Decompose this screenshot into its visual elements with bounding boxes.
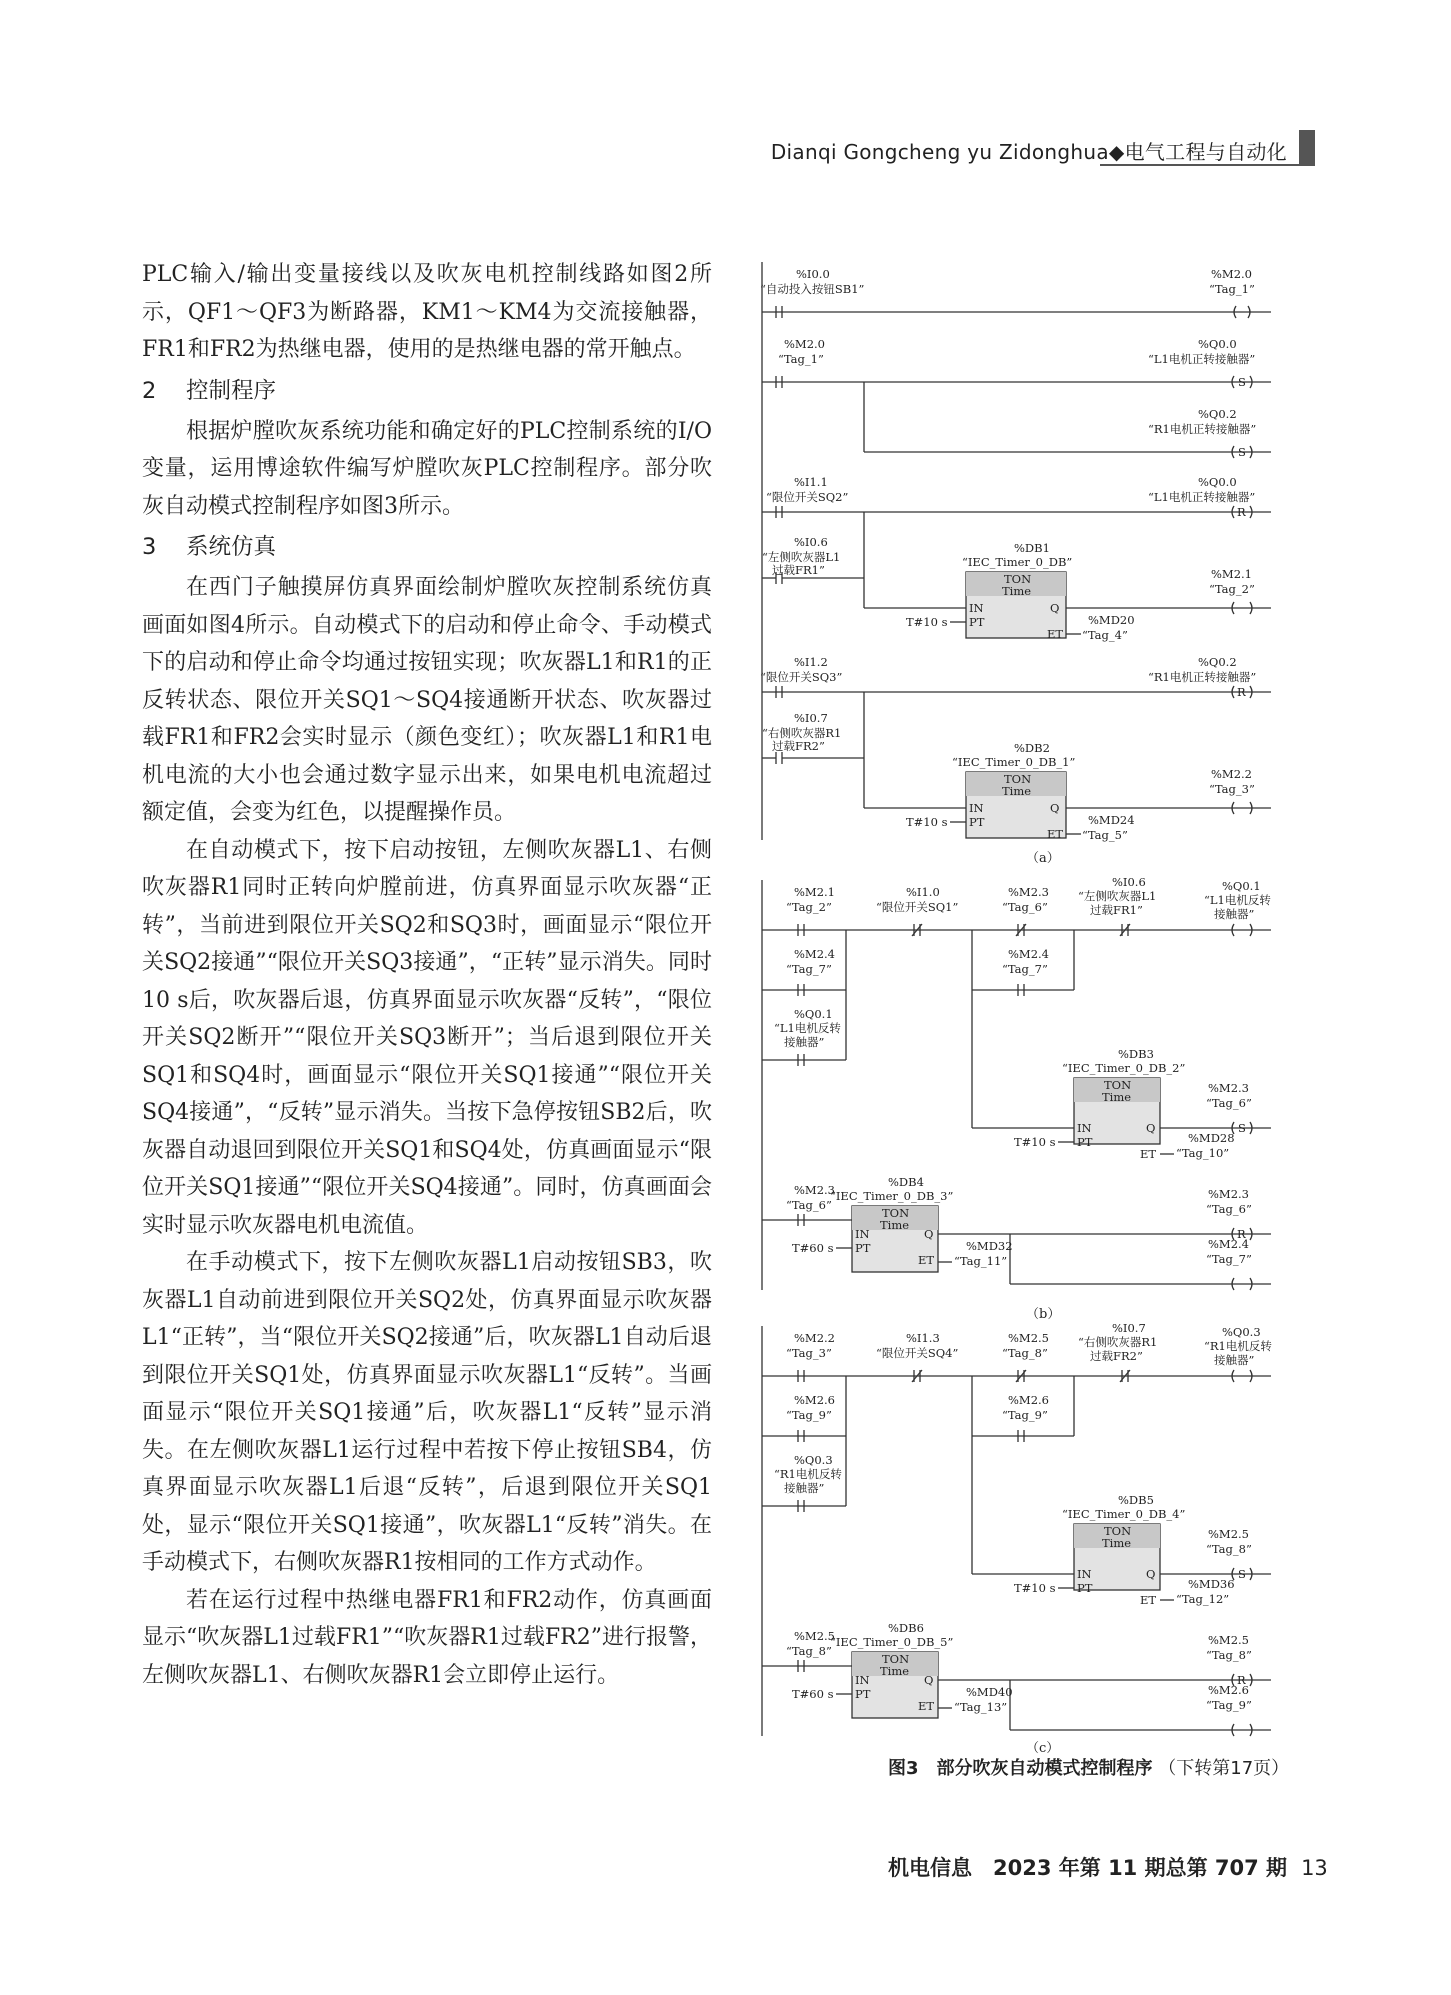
tag-name: “Tag_6”	[786, 1198, 832, 1212]
tag-address: %M2.5	[1208, 1527, 1249, 1541]
tag-name: “Tag_1”	[778, 352, 824, 366]
pin-et: ET	[1140, 1593, 1157, 1607]
tag-address: %M2.3	[794, 1183, 835, 1197]
timer-db: %DB5	[1118, 1493, 1154, 1507]
timer-db: %DB2	[1014, 741, 1050, 755]
tag-name: “Tag_2”	[1209, 582, 1255, 596]
tag-address: %M2.1	[1211, 567, 1252, 581]
coil-reset: R	[1237, 685, 1246, 699]
section-title: 系统仿真	[186, 534, 277, 560]
tag-address: %Q0.3	[794, 1453, 833, 1467]
tag-address: %M2.2	[1211, 767, 1252, 781]
tag-name: “Tag_3”	[1209, 782, 1255, 796]
pin-in: IN	[969, 601, 984, 615]
tag-address: %I0.7	[1112, 1321, 1146, 1335]
tag-address: %M2.3	[1008, 885, 1049, 899]
tag-name: “Tag_7”	[786, 962, 832, 976]
tag-address: %MD28	[1188, 1131, 1235, 1145]
tag-name: “限位开关SQ3”	[760, 670, 843, 684]
section-2-heading	[142, 369, 712, 413]
timer-db-name: “IEC_Timer_0_DB_3”	[830, 1189, 954, 1203]
tag-name: “R1电机正转接触器”	[1148, 670, 1257, 684]
pin-q: Q	[1146, 1567, 1156, 1581]
panel-label: （c）	[1026, 1741, 1060, 1756]
section-3-heading	[142, 525, 712, 569]
tag-name: 接触器”	[784, 1035, 825, 1049]
tag-name: “Tag_2”	[786, 900, 832, 914]
tag-name: “Tag_7”	[1002, 962, 1048, 976]
tag-address: %I1.2	[794, 655, 828, 669]
tag-address: %MD36	[1188, 1577, 1235, 1591]
page-number: 13	[1301, 1856, 1328, 1880]
pin-et: ET	[1140, 1147, 1157, 1161]
tag-address: %Q0.1	[794, 1007, 833, 1021]
caption-note: （下转第17页）	[1158, 1758, 1290, 1779]
tag-name: 过载FR1”	[772, 563, 825, 577]
tag-address: %I0.6	[794, 535, 828, 549]
section-number: 3	[142, 534, 157, 560]
tag-address: %M2.6	[1208, 1683, 1249, 1697]
pin-q: Q	[924, 1227, 934, 1241]
tag-name: “限位开关SQ1”	[876, 900, 959, 914]
tag-name: “Tag_12”	[1176, 1592, 1230, 1606]
section-title: 控制程序	[186, 377, 277, 404]
timer-preset: T#10 s	[906, 615, 948, 629]
tag-name: “限位开关SQ2”	[766, 490, 849, 504]
ton-label: TON	[882, 1206, 910, 1220]
panel-b	[762, 875, 1271, 1322]
tag-name: “Tag_13”	[954, 1700, 1008, 1714]
tag-name: “右侧吹灰器R1	[762, 726, 842, 740]
tag-address: %MD32	[966, 1239, 1013, 1253]
tag-name: “右侧吹灰器R1	[1078, 1335, 1158, 1349]
paragraph-1: PLC输入/输出变量接线以及吹灰电机控制线路如图2所示，QF1～QF3为断路器，KM1～KM4为交流接触器，FR1和FR2为热继电器，使用的是热继电器的常开触点。	[142, 262, 712, 362]
tag-name: “Tag_9”	[1206, 1698, 1252, 1712]
ton-time: Time	[1102, 1090, 1132, 1104]
tag-name: “Tag_9”	[786, 1408, 832, 1422]
tag-name: “左侧吹灰器L1	[1078, 889, 1157, 903]
paragraph-3: 在西门子触摸屏仿真界面绘制炉膛吹灰控制系统仿真画面如图4所示。自动模式下的启动和停止命令、手动模式下的启动和停止命令均通过按钮实现；吹灰器L1和R1的正反转状态、限位开关SQ1～SQ4接通断开状态、吹灰器过载FR1和FR2会实时显示（颜色变红）；吹灰器L1和R1电机电流的大小也会通过数字显示出来，如果电机电流超过额定值，会变为红色，以提醒操作员。	[142, 575, 712, 825]
paragraph-6: 若在运行过程中热继电器FR1和FR2动作，仿真画面显示“吹灰器L1过载FR1”“吹灰器R1过载FR2”进行报警，左侧吹灰器L1、右侧吹灰器R1会立即停止运行。	[142, 1587, 712, 1688]
tag-name: 过载FR2”	[772, 739, 825, 753]
pin-pt: PT	[855, 1687, 871, 1701]
tag-address: %MD40	[966, 1685, 1013, 1699]
page-footer	[888, 1852, 1328, 1882]
tag-address: %MD24	[1088, 813, 1135, 827]
tag-name: “Tag_11”	[954, 1254, 1008, 1268]
ton-label: TON	[882, 1652, 910, 1666]
tag-name: 接触器”	[784, 1481, 825, 1495]
tag-name: “Tag_10”	[1176, 1146, 1230, 1160]
pin-et: ET	[1047, 627, 1064, 641]
timer-db: %DB3	[1118, 1047, 1154, 1061]
tag-name: 过载FR1”	[1090, 903, 1143, 917]
tag-name: “自动投入按钮SB1”	[760, 282, 865, 296]
ton-label: TON	[1004, 572, 1032, 586]
timer-preset: T#60 s	[792, 1241, 834, 1255]
tag-address: %I0.0	[796, 267, 830, 281]
paragraph-4: 在自动模式下，按下启动按钮，左侧吹灰器L1、右侧吹灰器R1同时正转向炉膛前进，仿真界面显示吹灰器“正转”，当前进到限位开关SQ2和SQ3时，画面显示“限位开关SQ2接通”“限位开关SQ3接通”，“正转”显示消失。同时10 s后，吹灰器后退，仿真界面显示吹灰器“反转”，“限位开关SQ2断开”“限位开关SQ3断开”；当后退到限位开关SQ1和SQ4时，画面显示“限位开关SQ1接通”“限位开关SQ4接通”，“反转”显示消失。当按下急停按钮SB2后，吹灰器自动退回到限位开关SQ1和SQ4处，仿真画面显示“限位开关SQ1接通”“限位开关SQ4接通”。同时，仿真画面会实时显示吹灰器电机电流值。	[142, 837, 712, 1238]
tag-address: %I1.3	[906, 1331, 940, 1345]
tag-name: “Tag_9”	[1002, 1408, 1048, 1422]
ton-label: TON	[1104, 1078, 1132, 1092]
pin-pt: PT	[1077, 1581, 1093, 1595]
timer-preset: T#10 s	[1014, 1135, 1056, 1149]
timer-db: %DB6	[888, 1621, 924, 1635]
tag-address: %M2.6	[1008, 1393, 1049, 1407]
tag-name: “左侧吹灰器L1	[762, 550, 841, 564]
tag-name: 接触器”	[1214, 907, 1255, 921]
ladder-diagram	[756, 262, 1314, 1756]
tag-address: %M2.5	[1208, 1633, 1249, 1647]
tag-address: %I0.7	[794, 711, 828, 725]
coil-set: S	[1238, 1121, 1246, 1135]
tag-address: %M2.0	[784, 337, 825, 351]
tag-address: %M2.3	[1208, 1081, 1249, 1095]
tag-name: “Tag_8”	[1002, 1346, 1048, 1360]
pin-in: IN	[855, 1227, 870, 1241]
header-rule	[1100, 164, 1299, 166]
timer-preset: T#10 s	[1014, 1581, 1056, 1595]
pin-pt: PT	[969, 615, 985, 629]
tag-address: %Q0.2	[1198, 655, 1237, 669]
pin-pt: PT	[1077, 1135, 1093, 1149]
tag-address: %M2.4	[794, 947, 835, 961]
tag-address: %M2.5	[1008, 1331, 1049, 1345]
pin-in: IN	[969, 801, 984, 815]
figure-caption	[888, 1754, 1289, 1780]
panel-c	[762, 1321, 1272, 1756]
tag-name: 过载FR2”	[1090, 1349, 1143, 1363]
tag-name: “Tag_6”	[1206, 1202, 1252, 1216]
journal-info: 机电信息 2023 年第 11 期总第 707 期	[888, 1856, 1288, 1880]
pin-q: Q	[1050, 801, 1060, 815]
ton-time: Time	[880, 1218, 910, 1232]
ladder-diagram-figure	[756, 262, 1314, 1756]
ton-label: TON	[1104, 1524, 1132, 1538]
tag-name: “R1电机反转	[1204, 1339, 1272, 1353]
body-column	[142, 256, 712, 1694]
pin-et: ET	[1047, 827, 1064, 841]
tag-address: %Q0.1	[1222, 879, 1261, 893]
pin-pt: PT	[855, 1241, 871, 1255]
ton-label: TON	[1004, 772, 1032, 786]
tag-address: %M2.2	[794, 1331, 835, 1345]
pin-et: ET	[918, 1699, 935, 1713]
tag-address: %I1.0	[906, 885, 940, 899]
tag-name: “限位开关SQ4”	[876, 1346, 959, 1360]
caption-title: 图3 部分吹灰自动模式控制程序	[888, 1758, 1153, 1779]
tag-address: %I0.6	[1112, 875, 1146, 889]
tag-name: “Tag_8”	[1206, 1648, 1252, 1662]
pin-q: Q	[1146, 1121, 1156, 1135]
timer-db: %DB1	[1014, 541, 1050, 555]
tag-address: %M2.4	[1208, 1237, 1249, 1251]
paragraph-2: 根据炉膛吹灰系统功能和确定好的PLC控制系统的I/O变量，运用博途软件编写炉膛吹灰PLC控制程序。部分吹灰自动模式控制程序如图3所示。	[142, 418, 712, 519]
pin-in: IN	[1077, 1567, 1092, 1581]
tag-address: %Q0.0	[1198, 475, 1237, 489]
tag-name: “R1电机正转接触器”	[1148, 422, 1257, 436]
timer-preset: T#10 s	[906, 815, 948, 829]
coil-set: S	[1238, 375, 1246, 389]
timer-db-name: “IEC_Timer_0_DB_1”	[952, 755, 1076, 769]
pin-in: IN	[1077, 1121, 1092, 1135]
header-bar	[1299, 130, 1315, 166]
timer-db-name: “IEC_Timer_0_DB_5”	[830, 1635, 954, 1649]
pin-pt: PT	[969, 815, 985, 829]
tag-name: “L1电机反转	[774, 1021, 841, 1035]
tag-address: %M2.0	[1211, 267, 1252, 281]
coil-set: S	[1238, 445, 1246, 459]
ton-time: Time	[1102, 1536, 1132, 1550]
tag-name: “Tag_4”	[1082, 628, 1128, 642]
coil-reset: R	[1237, 1673, 1246, 1687]
tag-address: %M2.3	[1208, 1187, 1249, 1201]
tag-name: “L1电机正转接触器”	[1148, 352, 1256, 366]
paragraph-5: 在手动模式下，按下左侧吹灰器L1启动按钮SB3，吹灰器L1自动前进到限位开关SQ2处，仿真界面显示吹灰器L1“正转”，当“限位开关SQ2接通”后，吹灰器L1自动后退到限位开关SQ1处，仿真界面显示吹灰器L1“反转”。当画面显示“限位开关SQ1接通”后，吹灰器L1“反转”显示消失。在左侧吹灰器L1运行过程中若按下停止按钮SB4，仿真界面显示吹灰器L1后退“反转”，后退到限位开关SQ1处，显示“限位开关SQ1接通”，吹灰器L1“反转”消失。在手动模式下，右侧吹灰器R1按相同的工作方式动作。	[142, 1250, 712, 1575]
tag-name: “L1电机正转接触器”	[1148, 490, 1256, 504]
pin-et: ET	[918, 1253, 935, 1267]
panel-label: （b）	[1026, 1307, 1061, 1322]
tag-name: “Tag_8”	[1206, 1542, 1252, 1556]
ton-time: Time	[880, 1664, 910, 1678]
tag-name: “L1电机反转	[1204, 893, 1271, 907]
tag-name: “Tag_6”	[1002, 900, 1048, 914]
tag-name: “Tag_7”	[1206, 1252, 1252, 1266]
timer-db-name: “IEC_Timer_0_DB”	[962, 555, 1073, 569]
timer-db-name: “IEC_Timer_0_DB_2”	[1062, 1061, 1186, 1075]
tag-name: “R1电机反转	[774, 1467, 842, 1481]
coil-reset: R	[1237, 505, 1246, 519]
panel-label: （a）	[1026, 851, 1060, 866]
ton-time: Time	[1002, 584, 1032, 598]
tag-address: %M2.5	[794, 1629, 835, 1643]
header-text: Dianqi Gongcheng yu Zidonghua◆电气工程与自动化	[770, 140, 1287, 164]
tag-name: 接触器”	[1214, 1353, 1255, 1367]
timer-preset: T#60 s	[792, 1687, 834, 1701]
tag-name: “Tag_3”	[786, 1346, 832, 1360]
coil-set: S	[1238, 1567, 1246, 1581]
tag-name: “Tag_1”	[1209, 282, 1255, 296]
tag-address: %MD20	[1088, 613, 1135, 627]
timer-db: %DB4	[888, 1175, 924, 1189]
pin-q: Q	[1050, 601, 1060, 615]
ton-time: Time	[1002, 784, 1032, 798]
timer-db-name: “IEC_Timer_0_DB_4”	[1062, 1507, 1186, 1521]
tag-address: %M2.6	[794, 1393, 835, 1407]
pin-in: IN	[855, 1673, 870, 1687]
tag-address: %Q0.2	[1198, 407, 1237, 421]
coil-reset: R	[1237, 1227, 1246, 1241]
running-header	[770, 130, 1315, 166]
pin-q: Q	[924, 1673, 934, 1687]
tag-name: “Tag_8”	[786, 1644, 832, 1658]
tag-address: %M2.4	[1008, 947, 1049, 961]
tag-address: %Q0.0	[1198, 337, 1237, 351]
panel-a	[760, 262, 1271, 866]
tag-name: “Tag_6”	[1206, 1096, 1252, 1110]
tag-address: %I1.1	[794, 475, 828, 489]
tag-address: %M2.1	[794, 885, 835, 899]
section-number: 2	[142, 377, 157, 404]
tag-name: “Tag_5”	[1082, 828, 1128, 842]
tag-address: %Q0.3	[1222, 1325, 1261, 1339]
